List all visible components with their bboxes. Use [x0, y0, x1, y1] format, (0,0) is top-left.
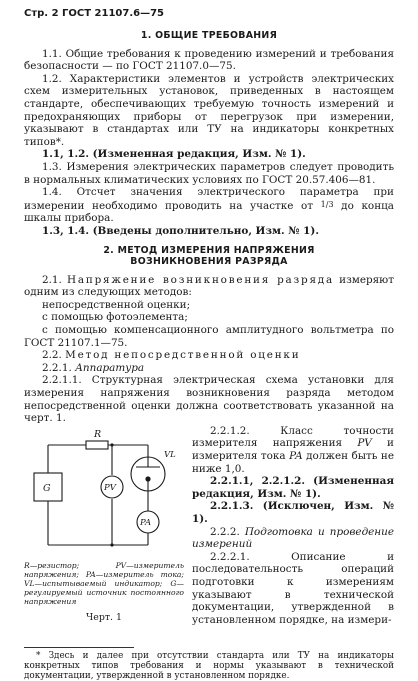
- paragraph-2-2-2-1: 2.2.2.1. Описание и последовательность операций подготовки к измерениям указывают в технической документации, утвержденной в установленном порядке, на измери-: [192, 550, 394, 626]
- paragraph-1-4: [24, 186, 394, 225]
- source-label: G: [43, 482, 51, 494]
- paragraph-2-1: [24, 274, 394, 299]
- paragraph-2-2-1-2-start: 2.2.1.2. Класс точности измерителя напряжения: [192, 424, 394, 450]
- paragraph-2-2-1-2-mid: и измерителя тока: [192, 437, 394, 462]
- ammeter-label: PA: [140, 517, 152, 528]
- paragraph-2-2-2: [192, 526, 394, 551]
- fraction-one-third: 1/3: [320, 199, 334, 209]
- figure-legend: R—резистор; PV—измеритель напряжения; PA—измеритель тока; VL—испытываемый индикатор; G—регулируемый источник постоянного напряжения: [24, 560, 184, 606]
- page-header: Стр. 2 ГОСТ 21107.6—75: [24, 8, 164, 19]
- paragraph-2-2-1-2-end: должен быть не ниже 1,0.: [192, 450, 394, 475]
- paragraph-2-2-1-number: 2.2.1.: [42, 361, 72, 374]
- page-content: [24, 30, 394, 681]
- circuit-diagram: [24, 427, 184, 557]
- paragraph-1-1: 1.1. Общие требования к проведению измерений и требования безопасности — по ГОСТ 21107.0—75.: [24, 47, 394, 73]
- paragraph-2-2-1-2: [192, 425, 394, 475]
- right-column: [192, 425, 394, 627]
- method-item-3: с помощью компенсационного амплитудного вольтметра по ГОСТ 21107.1—75.: [24, 324, 394, 349]
- section-2-title: [24, 245, 394, 268]
- method-item-2: с помощью фотоэлемента;: [42, 311, 188, 324]
- resistor-label: R: [94, 428, 102, 440]
- paragraph-1-4-start: 1.4. Отсчет значения электрического параметра при измерении необходимо проводить на участке от: [24, 186, 394, 212]
- section-2-title-line-2: ВОЗНИКНОВЕНИЯ РАЗРЯДА: [130, 256, 288, 268]
- footnote-divider: [24, 647, 134, 648]
- section-2-title-line-1: 2. МЕТОД ИЗМЕРЕНИЯ НАПРЯЖЕНИЯ: [103, 244, 315, 256]
- paragraph-2-2-2-heading: Подготовка и проведение измерений: [192, 525, 394, 551]
- section-1-title: 1. ОБЩИЕ ТРЕБОВАНИЯ: [140, 30, 278, 41]
- paragraph-2-2-1-3: 2.2.1.3. (Исключен, Изм. № 1).: [192, 500, 394, 525]
- junction-bottom-dot: [110, 543, 113, 546]
- paragraph-2-2-number: 2.2.: [42, 349, 62, 362]
- paragraph-2-2-1: [24, 362, 394, 375]
- ammeter-ref: PA: [289, 450, 303, 462]
- indicator-label: VL: [164, 449, 176, 460]
- voltmeter-label: PV: [104, 482, 116, 493]
- paragraph-1-2: 1.2. Характеристики элементов и устройств электрических схем измерительных установок, приведенных в настоящем стандарте, обеспечивающих требуемую точность измерений и предохраняющих приборы от перегрузок при измерении, указывают в стандартах или ТУ на индикаторы конкретных типов*.: [24, 72, 394, 148]
- paragraph-2-1-heading: Напряжение возникновения разряда: [66, 273, 334, 286]
- amendment-1-1-1-2: 1.1, 1.2. (Измененная редакция, Изм. № 1).: [42, 148, 306, 161]
- figure-1: [24, 427, 184, 625]
- paragraph-2-2: [24, 349, 394, 362]
- paragraph-2-2-2-number: 2.2.2.: [210, 525, 240, 538]
- paragraph-2-1-rest: измеряют одним из следующих методов:: [24, 273, 394, 299]
- junction-top-dot: [110, 443, 113, 446]
- amendment-1-3-1-4: 1.3, 1.4. (Введены дополнительно, Изм. № 1).: [42, 224, 319, 237]
- method-item-1: непосредственной оценки;: [42, 298, 191, 311]
- paragraph-2-2-1-heading: Аппаратура: [75, 361, 145, 374]
- paragraph-2-2-1-1: 2.2.1.1. Структурная электрическая схема установки для измерения напряжения возникновения разряда методом непосредственной оценки должна соответствовать указанной на черт. 1.: [24, 374, 394, 425]
- footnote: * Здесь и далее при отсутствии стандарта или ТУ на индикаторы конкретных типов требования и нормы указывают в технической документации, утвержденной в установленном порядке.: [24, 650, 394, 681]
- indicator-cathode-dot: [145, 476, 150, 481]
- figure-caption: Черт. 1: [86, 611, 122, 623]
- paragraph-2-2-heading: Метод непосредственной оценки: [65, 349, 301, 362]
- paragraph-1-4-end: до конца шкалы прибора.: [24, 199, 394, 225]
- voltmeter-ref: PV: [357, 437, 372, 450]
- paragraph-1-3: 1.3. Измерения электрических параметров следует проводить в нормальных климатических условиях по ГОСТ 20.57.406—81.: [24, 160, 394, 186]
- paragraph-2-1-number: 2.1.: [42, 273, 62, 286]
- amendment-2-2-1-1: 2.2.1.1, 2.2.1.2. (Измененная редакция, Изм. № 1).: [192, 475, 394, 500]
- figure-row: [24, 425, 394, 643]
